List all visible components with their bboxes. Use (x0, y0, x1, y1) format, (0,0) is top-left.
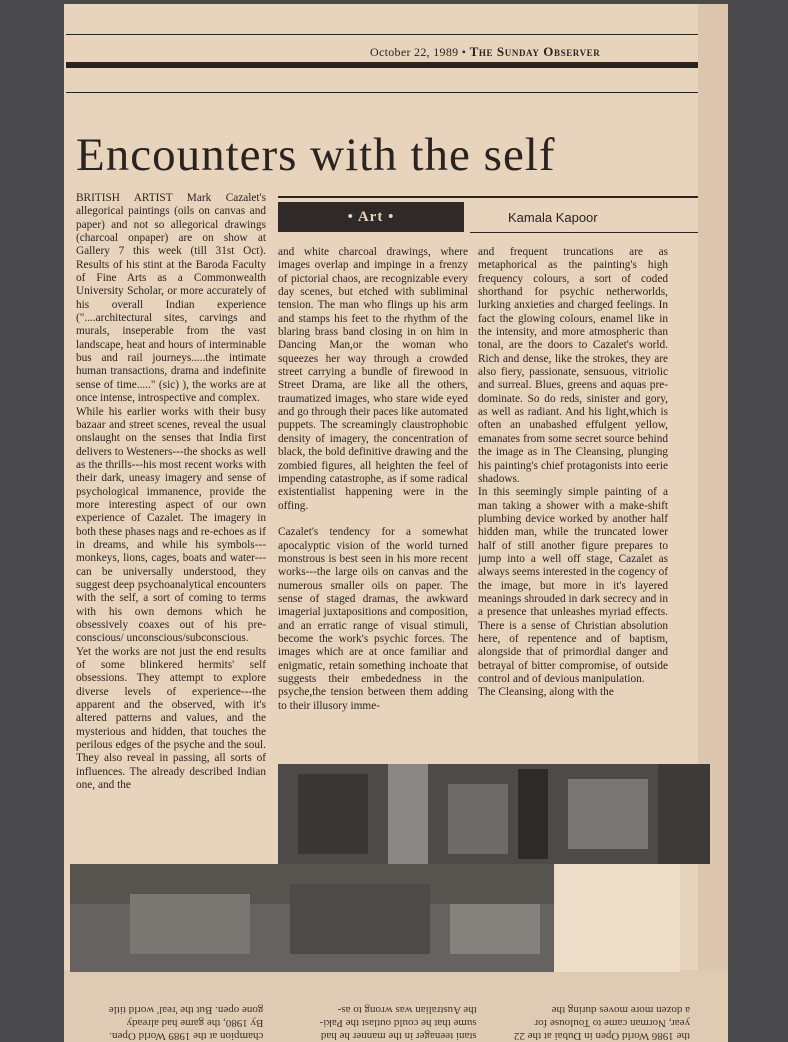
section-label: • Art • (278, 202, 464, 232)
masthead-thick-rule (66, 62, 698, 68)
bleed-through-column-3: champion at the 1989 World Open. By 1980, the game had already gone open. But the 'real' world title (108, 1004, 264, 1042)
byline-author: Kamala Kapoor (508, 210, 598, 225)
artwork-photo (278, 764, 710, 864)
bleed-through-column-1: the 1986 World Open in Dubai at the 22 year, Norman came to Toulouse for a dozen more moves during the (513, 1004, 690, 1042)
article-column-1: BRITISH ARTIST Mark Cazalet's allegorical paintings (oils on canvas and paper) and not so allegorical drawings (charcoal onpaper) are on show at Gallery 7 this week (till 31st Oct). Results of his stint at the Baroda Faculty of Fine Arts as a Commonwealth University Scholar, or more accurately of his overall Indian experience ("....architectural sites, carvings and murals, inseperable from the vast landscape, heat and hours of interminable bus and rail journeys.....the intimate human transactions, drama and indefinite sense of time....." (sic) ), the works are at once intense, introspective and complex. While his earlier works with their busy bazaar and street scenes, reveal the usual onslaught on the senses that India first delivers to Westeners---the shocks as well as the thrills---his most recent works with their dark, uneasy imagery and sense of psychological immanence, provide the more interesting aspect of our own experience of Cazalet. The imagery in both these phases nags and re-echoes as if in dreams, and while his symbols---monkeys, lions, cages, boats and water---can be universally understood, they suggest deep psychoanalytical encounters with the self, a sort of coming to terms with his own demons which he obsessively coaxes out of his pre-conscious/ unconscious/subconscious. Yet the works are not just the end results of some blinkered hermits' self obsessions. They attempt to explore diverse levels of experience---the apparent and the observed, with it's altered patterns and values, and the mysterious and hidden, that touches the perilous edges of the psyche and the soul. They also reveal in passing, all sorts of influences. The already described Indian one, and the (76, 192, 266, 792)
article-column-2: and white charcoal drawings, where images overlap and impinge in a frenzy of pictorial chaos, are recognizable every day scenes, but etched with subliminal tension. The man who flings up his arm and stamps his feet to the rhythm of the blaring brass band closing in on him in Dancing Man,or the woman who squeezes her way through a crowded street carrying a bundle of firewood in Street Drama, are like all the others, traumatized images, who stare wide eyed and go through their paces like automated puppets. The screamingly claustrophobic density of imagery, the concentration of black, the bold definitive drawing and the zombied figures, all heighten the feel of impending catastrophe, as if some radical existentialist happening were in the offing. Cazalet's tendency for a somewhat apocalyptic vision of the world turned monstrous is best seen in his more recent works---the large oils on canvas and the numerous smaller oils on paper. The sense of staged dramas, the awkward imagerial juxtapositions and composition, and an erratic range of visual stimuli, become the work's psychic forces. The images which are at once familiar and enigmatic, retain something inchoate that suggests their embededness in the psyche,the tension between them adding to their illusory imme- (278, 246, 468, 712)
article-column-3: and frequent truncations are as metaphorical as the painting's high frequency colours, a sort of coded shorthand for psychic netherworlds, lurking anxieties and charged feelings. In fact the glowing colours, enamel like in the intensity, and more atmospheric than tonal, are the doors to Cazalet's world. Rich and dense, like the strokes, they are also fiery, passionate, sensuous, vitriolic and surreal. Blues, greens and aquas pre-dominate. So do reds, sinister and gory, as well as radiant. And his light,which is often an unabashed effulgent yellow, emanates from some secret source behind the image as in The Cleansing, plunging his painting's chief protagonists into eerie shadows. In this seemingly simple painting of a man taking a shower with a make-shift plumbing device worked by another half hidden man, while the truncated lower half of still another figure prepares to jump into a well off stage, Cazalet as always seems interested in the cogency of the image, but more in it's layered meanings shrouded in dark secrecy and in a presence that unleashes myriad effects. There is a sense of Christian absolution here, of repentence and of baptism, alongside that of primordial danger and betrayal of bitter compromise, of outside control and of devious manipulation. The Cleansing, along with the (478, 246, 668, 699)
newspaper-name: The Sunday Observer (469, 44, 601, 59)
artwork-photo-lower (70, 864, 554, 972)
blank-margin-block (554, 864, 680, 972)
article-headline: Encounters with the self (76, 129, 556, 181)
masthead (370, 44, 600, 60)
masthead-thin-rule (66, 92, 698, 93)
top-rule (66, 34, 698, 35)
issue-date: October 22, 1989 (370, 45, 459, 59)
byline-rule (278, 196, 698, 198)
bleed-through-column-2: stani teenager in the manner he had sume that he could outlast the Paki- the Australian was wrong to as- (319, 1004, 477, 1042)
byline-underline (470, 232, 698, 233)
masthead-bullet: • (461, 45, 467, 59)
bleed-through-text (70, 1000, 690, 1042)
